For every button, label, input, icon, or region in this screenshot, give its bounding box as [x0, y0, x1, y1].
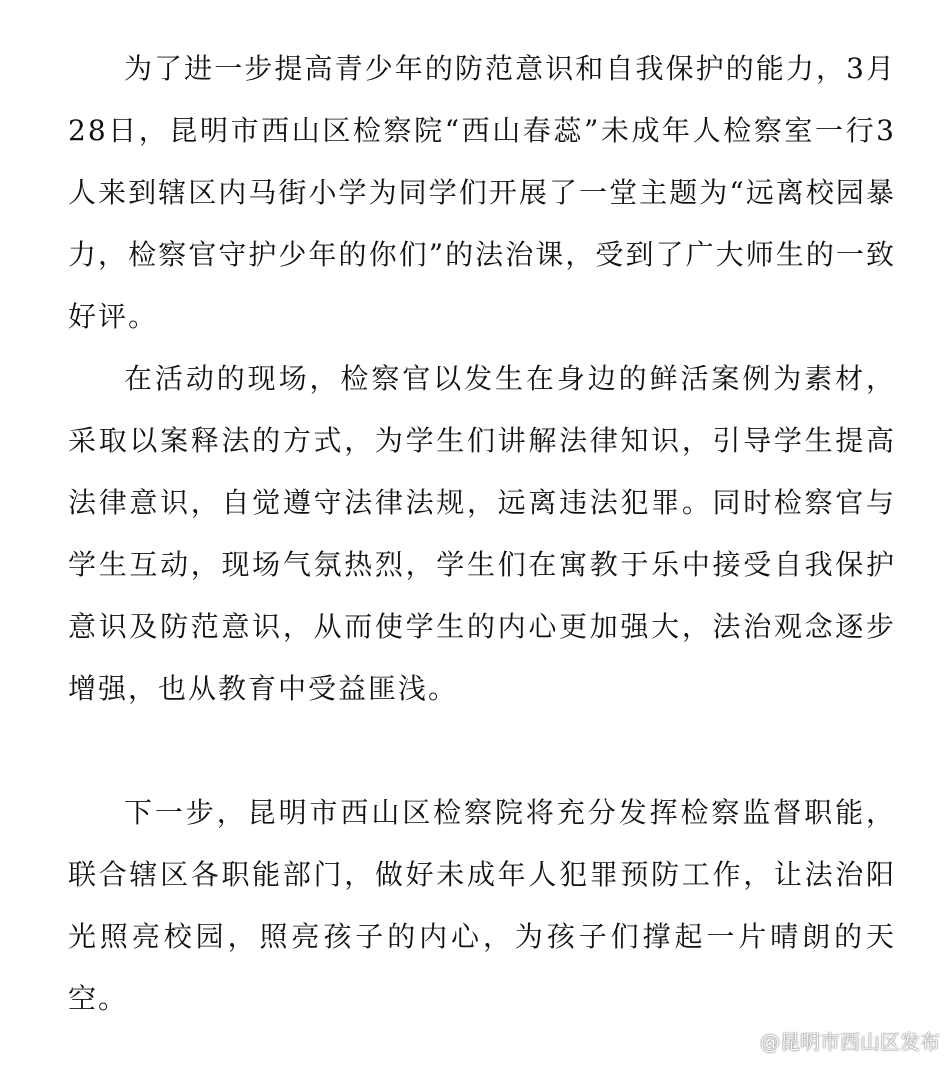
weibo-logo-icon	[720, 1029, 754, 1053]
paragraph-activity: 在活动的现场，检察官以发生在身边的鲜活案例为素材，采取以案释法的方式，为学生们讲解法律知识，引导学生提高法律意识，自觉遵守法律法规，远离违法犯罪。同时检察官与学生互动，现场气氛热烈，学生们在寓教于乐中接受自我保护意识及防范意识，从而使学生的内心更加强大，法治观念逐步增强，也从教育中受益匪浅。	[68, 362, 896, 705]
watermark-text: @昆明市西山区发布	[760, 1030, 940, 1054]
paragraph-intro: 为了进一步提高青少年的防范意识和自我保护的能力，3月28日，昆明市西山区检察院“西山春蕊”未成年人检察室一行3人来到辖区内马街小学为同学们开展了一堂主题为“远离校园暴力，检察官守护少年的你们”的法治课，受到了广大师生的一致好评。	[68, 52, 896, 333]
article-body	[68, 38, 896, 1030]
paragraph-next-step: 下一步，昆明市西山区检察院将充分发挥检察监督职能，联合辖区各职能部门，做好未成年人犯罪预防工作，让法治阳光照亮校园，照亮孩子的内心，为孩子们撑起一片晴朗的天空。	[68, 796, 896, 1015]
watermark	[720, 1026, 940, 1055]
